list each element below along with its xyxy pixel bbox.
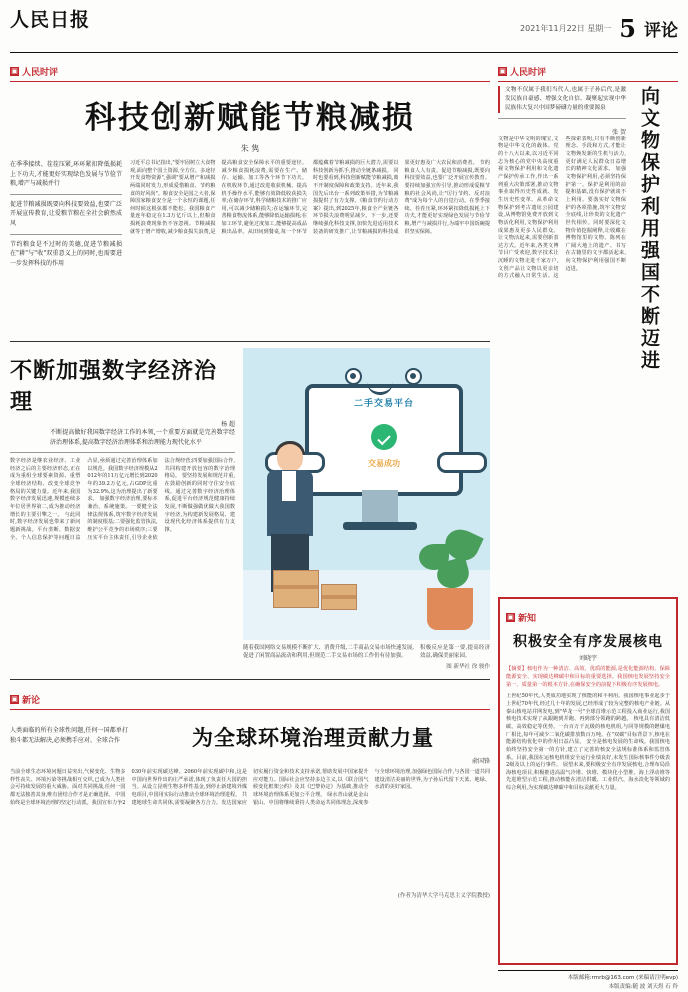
page-footer: [498, 970, 678, 992]
main-lead-2: 促进节粮减损既要向科技要效益,也要广泛开展宣传教育,让爱粮节粮在全社会蔚然成风: [10, 200, 122, 227]
box-tape: [274, 585, 318, 589]
tag-underline: [10, 709, 490, 710]
mid-body-col1: 数字经济是继农业经济、工业经济之后的主要经济形态,正在成为重组全球要素资源、重塑全球经济结构、改变全球竞争格局的关键力量。近年来,我国数字经济发展迅速,规模连续多年位居世界第二,成为推动经济增长的主要引擎之一。: [10, 458, 81, 518]
red-byline: 刘晓宇: [578, 655, 597, 662]
page-number: 5: [619, 13, 636, 43]
article-main: [10, 58, 490, 335]
parcel-box: [273, 570, 319, 608]
right-lead: 文物不仅属于我们当代人,也属于子孙后代,是激发民族自豪感、增强文化自信、凝聚起实现中华民族伟大复兴中国梦磅礴力量的重要源泉: [498, 86, 626, 113]
article-right-top: [498, 58, 678, 591]
mid-body-col2: 与此同时,数字经济发展也带来了新问题新挑战。平台垄断、数据安全、个人信息保护等问题日益凸显,亟须通过完善治理体系加以规范。我国数字经济规模从2012年的11万亿元增长到2020年的39.2万亿元,占GDP比重为32.9%,这为治理提出了新要求。: [10, 458, 158, 541]
main-byline: 朱 隽: [240, 144, 260, 153]
main-lead-1: 在季季接续、茬茬压紧,环环紧扣降低损耗上下功夫,才能更好实现绿色发展与节俭节粮,增产与减损并行: [10, 161, 122, 188]
main-body-col2: 减少粮食损耗浪费,需要在生产、储存、运输、加工等各个环节下功夫。在机收环节,通过改进收获机械、提高机手操作水平,能够有效降低收获损失率;在储存环节,科学储粮技术的推广应用,可以减少储粮损失;在运输环节,完善粮食物流体系,能够降低运输损耗;在加工环节,避免过度加工,能够提高成品粮出品率。从田间到餐桌,每一个环节都蕴藏着节粮减损的巨大潜力,需要以科技创新为抓手,推动全链条减损。: [221, 160, 399, 235]
bottom-lead: 人类面临的所有全球性问题,任何一国都单打独斗都无法解决,必须携手应对、全球合作: [10, 727, 128, 744]
main-body-col1: 习近平总书记指出,"要牢固树立大食物观,面向整个国土资源,全方位、多途径开发食物资源",强调"要从增产和减损两端同时发力,形成爱惜粮食、节约粮食的好风尚"。粮食安全是国之大者,保障国家粮食安全是一个永恒的课题,任何时候这根弦都不能松。我国粮食产量连年稳定在1.3万亿斤以上,但粮食损耗浪费现象仍不容忽视。节粮减损就等于增产增收,减少粮食损失浪费,是提高粮食安全保障水平的重要途径。: [130, 160, 307, 235]
mid-lead: 不断提高做好我国数字经济工作的本领,一个重要方面就是完善数字经济治理体系,提高数字经济治理体系和治理能力现代化水平: [50, 429, 235, 446]
bottom-body-col1: 当前全球生态环境问题日益突出,气候变化、生物多样性丧失、环境污染等挑战相互交织,已成为人类社会可持续发展的重大威胁。面对共同挑战,任何一国都无法独善其身,唯有团结合作才是正确选择。: [10, 769, 126, 799]
person-head: [277, 444, 303, 472]
main-body: [130, 160, 490, 335]
tag-underline: [10, 81, 490, 82]
section-tag-renmin-shiping: [10, 65, 58, 78]
main-leads: [10, 160, 122, 335]
mid-body-col4: 要坚持发展和规范并重,在鼓励创新的同时守住安全底线。通过完善数字经济治理体系,促进平台经济规范健康持续发展,不断做强做优做大我国数字经济,为构建新发展格局、建设现代化经济体系提供有力支撑。: [164, 473, 235, 533]
left-column: [10, 58, 490, 992]
illustration-block: [243, 348, 490, 673]
eye-right-icon: [405, 368, 422, 385]
red-abstract: 【摘要】核电作为一种清洁、高效、优质的能源,是优化能源结构、保障能源安全、实现碳达峰碳中和目标的重要选择。我国核电发展坚持安全第一、质量第一的根本方针,在确保安全的前提下积极有序发展核电。: [506, 666, 670, 688]
mid-byline: 杨 超: [221, 421, 235, 428]
bottom-credit: (作者为清华大学马克思主义学院教授): [397, 893, 490, 900]
red-headline: 积极安全有序发展核电: [513, 634, 663, 650]
bottom-body-col3: 共建地球生命共同体,需要凝聚各方合力。发达国家应切实履行资金和技术支持承诺,帮助发展中国家提升应对能力。国际社会应坚持多边主义,以《联合国气候变化框架公约》及其《巴黎协定》为基础,推动全球环境治理体系更加公平合理。: [131, 769, 369, 806]
page-columns: [10, 58, 678, 992]
article-bottom: [10, 686, 490, 899]
red-body-p2: 核电具有清洁低碳、高效稳定等优势。一台百万千瓦级的核电机组,与同等规模的燃煤电厂相比,每年可减少二氧化碳排放数百万吨。在"双碳"目标背景下,核电在能源结构优化中的作用日益凸显。: [506, 716, 670, 746]
mid-lead-divider: [10, 452, 235, 453]
smile-icon: [367, 380, 393, 395]
eye-left-icon: [345, 368, 362, 385]
illustration-credit: 图 新华社 徐 骏作: [446, 664, 490, 671]
bottom-body-col2: 中国始终是全球环境治理的坚定行动派。我国宣布力争2030年前实现碳达峰、2060年前实现碳中和,这是中国向世界作出的庄严承诺,体现了负责任大国的担当。从设立昆明生物多样性基金,到停止新建境外煤电项目,中国用实际行动推动全球环境治理进程。: [10, 769, 247, 806]
newspaper-logo: 人民日报: [10, 9, 91, 31]
person-shirt: [282, 471, 296, 501]
parcel-box: [321, 584, 357, 610]
masthead-rule: [10, 52, 678, 53]
right-body-col3: 加强文物保护利用,必须坚持保护第一。保护是利用的前提和基础,没有保护就谈不上利用。要落实好文物保护的各项措施,筑牢文物安全底线,让珍贵的文化遗产世代相传。同时要深化文物价值挖掘阐释,让收藏在博物馆里的文物、陈列在广阔大地上的遗产、书写在古籍里的文字都活起来,向文物保护利用强国不断迈进。: [565, 166, 626, 272]
robot-arm-right: [437, 452, 487, 473]
mid-headline: 不断加强数字经济治理: [10, 358, 218, 415]
monitor-base: [343, 522, 417, 530]
illustration-caption: 随着我国网络交易规模不断扩大、消费升级,二手商品交易市场快速发展,促进了闲置商品流动和利用,但规范二手交易市场的工作仍有待加强。: [243, 645, 414, 660]
monitor-stand: [362, 490, 398, 524]
article-red-box: [498, 597, 678, 965]
lead-divider-2: [10, 234, 122, 235]
right-body-col1: 文物是中华文明的瑰宝,文物是中华文化的载体。党的十八大以来,以习近平同志为核心的党中央高度重视文物保护利用和文化遗产保护传承工作,作出一系列重大决策部署,推动文物事业取得历史性成就、发生历史性变革。从革命文物保护到考古遗址公园建设,从博物馆免费开放到文物活化利用,文物保护利用成果惠及更多人民群众。: [498, 135, 559, 234]
tag-square-icon: ▣: [499, 67, 506, 75]
section-tag-renmin-shiping-right: [498, 65, 546, 78]
illustration-caption-2: 积极反应是第一要,提高经济效益,确保美丽家园。: [420, 645, 490, 660]
footer-editors: 本版责编:随 波 刘天煜 石 羚: [608, 984, 678, 991]
tag-label: 人民时评: [510, 68, 547, 78]
main-lead-3: 节约粮食是不过时的美德,促进节粮减损在"耕"与"收"双重意义上的同时,也需要进一步发挥科技的作用: [10, 240, 122, 267]
bottom-byline: 俞国锋: [471, 758, 490, 766]
box-tape: [322, 595, 356, 599]
divider-mid-bottom: [10, 679, 490, 680]
red-body-p4: 展望未来,要积极安全有序发展核电,合理布局沿海核电项目,积极推进高温气冷堆、快堆、模块化小型堆、海上浮动堆等先进堆型示范工程,推动核能在清洁供暖、工业供汽、海水淡化等领域的综合利用,为实现碳达峰碳中和目标贡献更大力量。: [506, 762, 670, 792]
screen-title: 二手交易平台: [353, 399, 414, 409]
masthead: [10, 6, 678, 50]
right-byline: 张 贺: [612, 128, 626, 136]
tag-square-icon: ▣: [507, 613, 514, 621]
masthead-right: [520, 6, 678, 41]
right-headline: 向文物保护利用强国不断迈进: [638, 86, 660, 372]
red-body-p1: 上世纪50年代,人类成功地实现了核能的和平利用。我国核电事业起步于上世纪70年代,经过几十年的发展,已经形成了较为完整的核电产业链。从秦山核电站并网发电,到"华龙一号"全球首堆示范工程投入商业运行,我国核电技术实现了从跟跑到并跑、再到部分领跑的跨越。: [506, 693, 670, 723]
monitor-screen: [305, 384, 463, 496]
plant: [415, 526, 485, 632]
divider-main-mid: [10, 341, 490, 342]
tag-square-icon: ▣: [11, 695, 18, 704]
article-mid-left: [10, 348, 490, 673]
publication-date: 2021年11月22日 星期一: [520, 24, 612, 33]
footer-email: 本版邮箱:rmrb@163.com (来稿请注明evp): [567, 975, 678, 982]
plant-pot: [427, 588, 473, 630]
red-body-p3: 安全是核电发展的生命线。我国核电始终坚持安全第一的方针,建立了完善的核安全法规标准体系和监管体系。目前,我国在运核电机组安全运行业绩良好,未发生国际核事件分级表2级及以上的运行事件。: [506, 739, 670, 769]
section-tag-xinzhi: [506, 611, 536, 624]
check-icon: [371, 424, 397, 450]
tag-square-icon: ▣: [11, 67, 18, 75]
bottom-headline: 为全球环境治理贡献力量: [192, 725, 434, 751]
right-lead-divider: [498, 118, 626, 119]
main-body-col3: 同时也要看到,科技创新赋能节粮减损,离不开制度保障和政策支持。近年来,我国先后出台一系列政策举措,为节粮减损提供了有力支撑。《粮食节约行动方案》提出,到2025年,粮食全产业链各环节损失浪费明显减少。下一步,还要继续强化科技支撑,加快先进适用技术装备的研发推广,让节粮减损的科技成果更好惠及广大农民和消费者。: [313, 160, 478, 235]
bottom-body-col4: 绿水青山就是金山银山。中国将继续秉持人类命运共同体理念,深度参与全球环境治理,加强绿色国际合作,与各国一道共同建设清洁美丽的世界,为子孙后代留下天蓝、地绿、水清的美好家园。: [253, 769, 490, 806]
tag-underline: [498, 81, 678, 82]
tag-label: 新论: [22, 696, 41, 707]
right-column: [498, 58, 678, 992]
tag-label: 新知: [518, 614, 537, 624]
screen-status: 交易成功: [368, 459, 400, 468]
right-body-col2: 让文物活起来,需要创新表达方式。近年来,各类文博节目广受欢迎,数字技术让沉睡的文物走进千家万户,文创产品让文物以更亲切的方式融入日常生活。这些探索表明,只有不断创新理念、手段和方式,才能让文物焕发新的生机与活力,更好满足人民群众日益增长的精神文化需求。: [498, 135, 626, 280]
section-name: 评论: [644, 21, 678, 41]
tag-label: 人民时评: [22, 68, 59, 78]
section-tag-xinlun: [10, 693, 40, 706]
mid-body-col3: 加强数字经济治理,要标本兼治、系统施策。一要健全法律法规体系,筑牢数字经济发展的制度根基;二要强化监管执法,维护公平竞争的市场秩序;三要压实平台主体责任,引导企业依法合规经营;四要加强国际合作,共同构建开放包容的数字治理格局。: [87, 458, 235, 541]
main-body-col4: 节约粮食人人有责。促进节粮减损,既要向科技要效益,也要广泛开展宣传教育。要持续加强宣传引导,推动形成爱粮节粮的社会风尚,让"厉行节约、反对浪费"成为每个人的自觉行动。在季季接续、茬茬压紧,环环紧扣降低损耗上下功夫,才能更好实现绿色发展与节俭节粮,增产与减损并行,为端牢中国饭碗提供坚实保障。: [404, 160, 490, 235]
main-headline: 科技创新赋能节粮减损: [85, 100, 415, 136]
lead-divider-1: [10, 194, 122, 195]
illustration: [243, 348, 490, 640]
